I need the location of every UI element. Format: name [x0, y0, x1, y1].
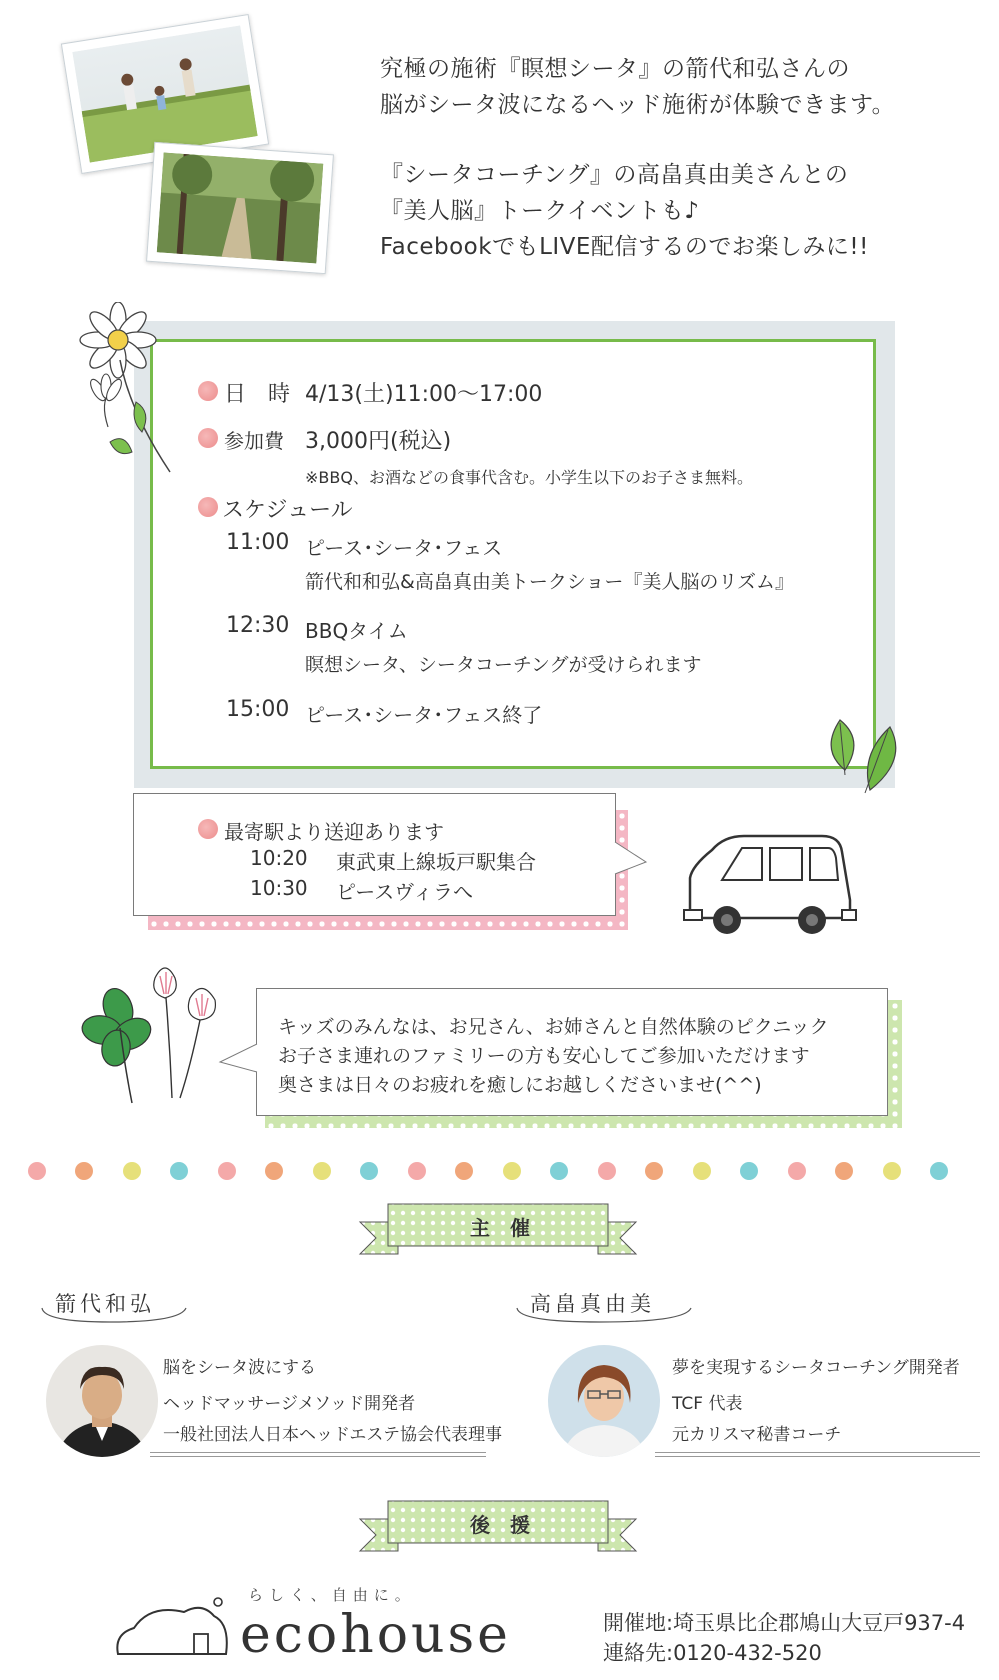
- divider-dot: [360, 1162, 378, 1180]
- organizer-bio-line: TCF 代表: [672, 1394, 743, 1414]
- intro-line-4: 『美人脳』トークイベントも♪: [380, 198, 700, 224]
- divider-dot: [265, 1162, 283, 1180]
- clover-flower-icon: [80, 958, 230, 1108]
- bullet-dot-icon: [198, 428, 218, 448]
- bullet-dot-icon: [198, 497, 218, 517]
- schedule-detail: 箭代和和弘&高畠真由美トークショー『美人脳のリズム』: [305, 571, 795, 593]
- ecohouse-house-icon: [114, 1594, 232, 1658]
- kids-line-3: 奥さまは日々のお疲れを癒しにお越しくださいませ(^^): [278, 1074, 762, 1096]
- support-banner-title: 後援: [470, 1513, 550, 1537]
- van-icon: [682, 828, 857, 938]
- divider-dot: [693, 1162, 711, 1180]
- organizer-underline: [655, 1452, 980, 1457]
- fee-value: 3,000円(税込): [305, 429, 452, 454]
- date-label: 日 時: [224, 382, 291, 407]
- divider-dot: [123, 1162, 141, 1180]
- contact-phone: 連絡先:0120-432-520: [603, 1641, 822, 1665]
- divider-dot: [645, 1162, 663, 1180]
- daisy-flower-icon: [70, 302, 190, 477]
- transport-time: 10:30: [250, 876, 308, 900]
- intro-line-1: 究極の施術『瞑想シータ』の箭代和弘さんの: [380, 56, 850, 82]
- logo-tagline: らしく、自由に。: [248, 1586, 416, 1604]
- schedule-label: スケジュール: [222, 498, 353, 523]
- divider-dot: [740, 1162, 758, 1180]
- divider-dot: [170, 1162, 188, 1180]
- schedule-time: 11:00: [226, 530, 290, 555]
- divider-dot: [455, 1162, 473, 1180]
- bubble-tail-icon: [216, 1040, 258, 1080]
- organizer-avatar: [46, 1345, 158, 1457]
- intro-line-5: FacebookでもLIVE配信するのでお楽しみに!!: [380, 234, 869, 260]
- intro-line-3: 『シータコーチング』の高畠真由美さんとの: [380, 162, 849, 188]
- divider-dot: [503, 1162, 521, 1180]
- organizer-name: 高畠真由美: [530, 1292, 655, 1316]
- schedule-title: ピース･シータ･フェス終了: [305, 703, 543, 727]
- bullet-dot-icon: [198, 819, 218, 839]
- organizers-banner-title: 主催: [470, 1216, 550, 1240]
- name-underline-swash: [515, 1300, 695, 1330]
- transport-text: 東武東上線坂戸駅集合: [336, 850, 536, 874]
- divider-dot: [883, 1162, 901, 1180]
- bubble-tail-icon: [614, 840, 650, 880]
- forest-path-photo: [146, 142, 334, 274]
- transport-text: ピースヴィラへ: [336, 880, 473, 904]
- kids-line-1: キッズのみんなは、お兄さん、お姉さんと自然体験のピクニック: [278, 1016, 829, 1038]
- transport-heading: 最寄駅より送迎あります: [224, 820, 444, 844]
- divider-dot: [598, 1162, 616, 1180]
- intro-line-2: 脳がシータ波になるヘッド施術が体験できます。: [380, 92, 896, 118]
- divider-dot: [930, 1162, 948, 1180]
- organizer-underline: [150, 1452, 486, 1457]
- name-underline-swash: [40, 1300, 190, 1330]
- schedule-time: 15:00: [226, 697, 290, 722]
- organizer-name: 箭代和弘: [55, 1292, 155, 1316]
- ecohouse-logo-text: ecohouse: [240, 1605, 511, 1665]
- organizer-avatar: [548, 1345, 660, 1457]
- divider-dot: [550, 1162, 568, 1180]
- organizer-bio-line: 元カリスマ秘書コーチ: [672, 1425, 842, 1445]
- divider-dot: [28, 1162, 46, 1180]
- schedule-time: 12:30: [226, 613, 290, 638]
- bullet-dot-icon: [198, 381, 218, 401]
- organizer-bio-line: 脳をシータ波にする: [163, 1358, 316, 1378]
- divider-dot: [408, 1162, 426, 1180]
- transport-time: 10:20: [250, 846, 308, 870]
- fee-label: 参加費: [224, 429, 284, 453]
- divider-dot: [835, 1162, 853, 1180]
- leaves-icon: [820, 715, 910, 795]
- venue-address: 開催地:埼玉県比企郡鳩山大豆戸937-4: [603, 1611, 966, 1635]
- schedule-title: ピース･シータ･フェス: [305, 536, 503, 560]
- date-value: 4/13(土)11:00～17:00: [305, 382, 543, 407]
- divider-dot: [75, 1162, 93, 1180]
- organizer-bio-line: 夢を実現するシータコーチング開発者: [672, 1358, 960, 1378]
- divider-dot: [788, 1162, 806, 1180]
- schedule-detail: 瞑想シータ、シータコーチングが受けられます: [305, 654, 702, 676]
- schedule-title: BBQタイム: [305, 619, 408, 643]
- divider-dot: [218, 1162, 236, 1180]
- organizer-bio-line: 一般社団法人日本ヘッドエステ協会代表理事: [163, 1425, 502, 1445]
- divider-dot: [313, 1162, 331, 1180]
- fee-note: ※BBQ、お酒などの食事代含む。小学生以下のお子さま無料。: [305, 468, 753, 487]
- organizer-bio-line: ヘッドマッサージメソッド開発者: [163, 1394, 416, 1414]
- kids-line-2: お子さま連れのファミリーの方も安心してご参加いただけます: [278, 1045, 810, 1067]
